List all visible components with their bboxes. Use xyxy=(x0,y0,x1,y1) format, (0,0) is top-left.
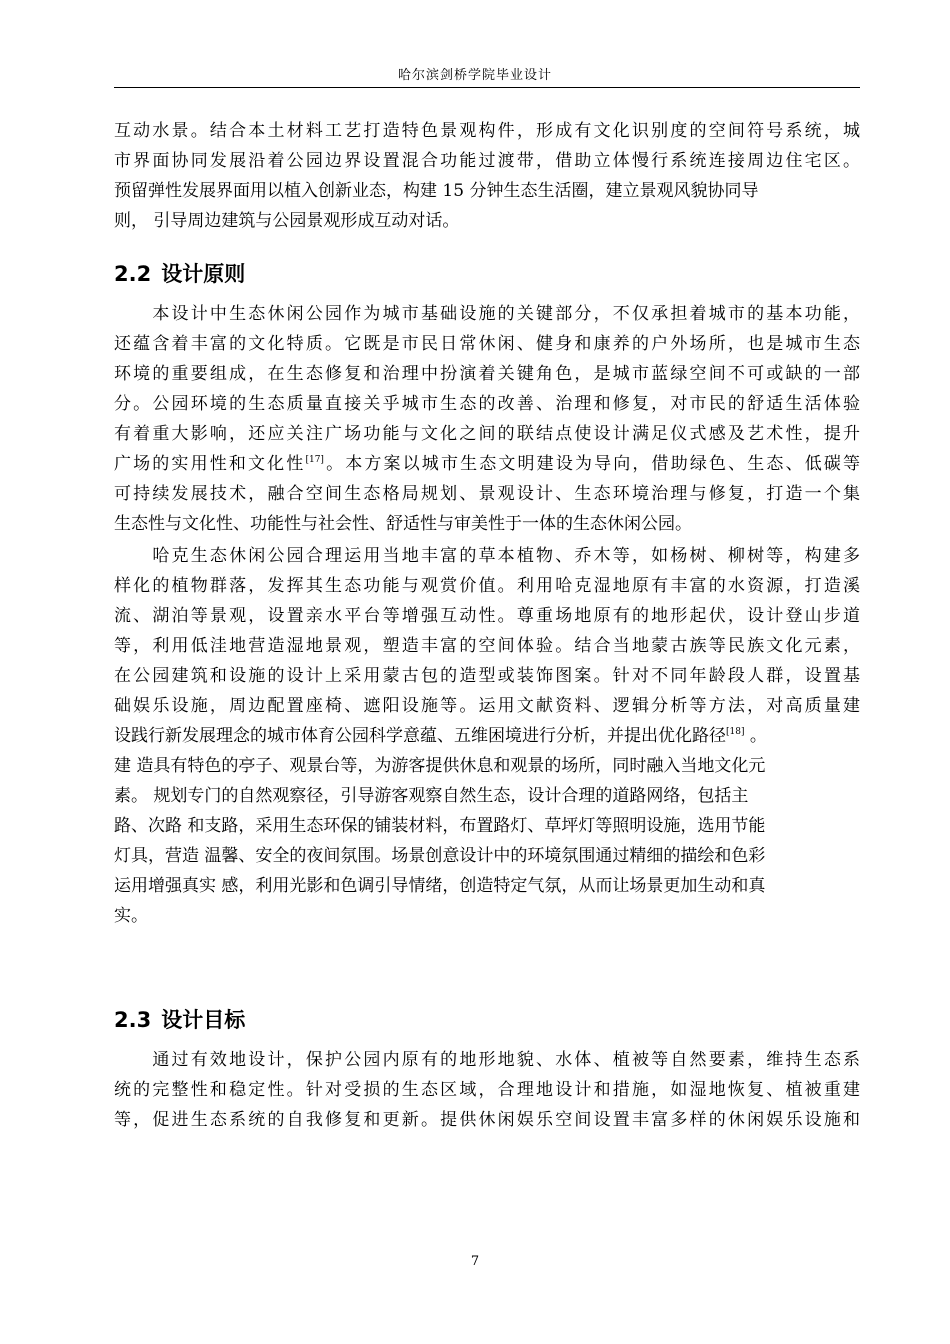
text-line: 础娱乐设施，周边配置座椅、遮阳设施等。运用文献资料、逻辑分析等方法，对高质量建 xyxy=(114,696,860,716)
text-fragment: 。 xyxy=(744,726,767,746)
text-line: 可持续发展技术，融合空间生态格局规划、景观设计、生态环境治理与修复，打造一个集 xyxy=(114,484,860,504)
text-fragment: 广场的实用性和文化性 xyxy=(114,454,306,474)
section-number: 2.3 xyxy=(114,1008,152,1032)
intro-paragraph xyxy=(114,116,860,236)
text-line-with-citation xyxy=(114,721,860,751)
section-heading-2-2 xyxy=(114,258,245,288)
text-line: 路、次路 和支路，采用生态环保的铺装材料，布置路灯、草坪灯等照明设施，选用节能 xyxy=(114,816,766,836)
citation-ref: [18] xyxy=(726,727,745,737)
text-line: 等，利用低洼地营造湿地景观，塑造丰富的空间体验。结合当地蒙古族等民族文化元素， xyxy=(114,636,860,656)
section-heading-2-3 xyxy=(114,1004,245,1034)
text-line: 实。 xyxy=(114,906,148,926)
text-fragment: 。本方案以城市生态文明建设为导向，借助绿色、生态、低碳等 xyxy=(323,454,860,474)
running-header: 哈尔滨剑桥学院毕业设计 xyxy=(397,68,552,83)
section-title: 设计原则 xyxy=(161,262,246,286)
page-number: 7 xyxy=(470,1254,480,1269)
text-line: 分。公园环境的生态质量直接关乎城市生态的改善、治理和修复，对市民的舒适生活体验 xyxy=(114,394,860,414)
text-line: 灯具，营造 温馨、安全的夜间氛围。场景创意设计中的环境氛围通过精细的描绘和色彩 xyxy=(114,846,766,866)
text-line-with-citation xyxy=(114,449,860,479)
text-line: 流、湖泊等景观，设置亲水平台等增强互动性。尊重场地原有的地形起伏，设计登山步道 xyxy=(114,606,860,626)
citation-ref: [17] xyxy=(305,455,324,465)
section-number: 2.2 xyxy=(114,262,152,286)
text-line: 还蕴含着丰富的文化特质。它既是市民日常休闲、健身和康养的户外场所，也是城市生态 xyxy=(114,334,860,354)
text-line: 哈克生态休闲公园合理运用当地丰富的草本植物、乔木等，如杨树、柳树等，构建多 xyxy=(114,546,860,566)
text-line: 在公园建筑和设施的设计上采用蒙古包的造型或装饰图案。针对不同年龄段人群，设置基 xyxy=(114,666,860,686)
text-line: 预留弹性发展界面用以植入创新业态，构建 15 分钟生态生活圈，建立景观风貌协同导 xyxy=(114,181,759,201)
header-rule xyxy=(114,87,860,88)
text-line: 运用增强真实 感，利用光影和色调引导情绪，创造特定气氛，从而让场景更加生动和真 xyxy=(114,876,766,896)
text-line: 有着重大影响，还应关注广场功能与文化之间的联结点使设计满足仪式感及艺术性，提升 xyxy=(114,424,860,444)
text-line: 建 造具有特色的亭子、观景台等，为游客提供休息和观景的场所，同时融入当地文化元 xyxy=(114,756,766,776)
text-line: 等，促进生态系统的自我修复和更新。提供休闲娱乐空间设置丰富多样的休闲娱乐设施和 xyxy=(114,1110,860,1130)
text-line: 统的完整性和稳定性。针对受损的生态区域，合理地设计和措施，如湿地恢复、植被重建 xyxy=(114,1080,860,1100)
text-line: 市界面协同发展沿着公园边界设置混合功能过渡带，借助立体慢行系统连接周边住宅区。 xyxy=(114,151,860,171)
section-2-2-paragraph-1 xyxy=(114,299,860,539)
text-line: 通过有效地设计，保护公园内原有的地形地貌、水体、植被等自然要素，维持生态系 xyxy=(114,1050,860,1070)
section-2-2-paragraph-2 xyxy=(114,541,860,931)
section-title: 设计目标 xyxy=(161,1008,246,1032)
text-line: 素。 规划专门的自然观察径，引导游客观察自然生态，设计合理的道路网络，包括主 xyxy=(114,786,749,806)
text-fragment: 设践行新发展理念的城市体育公园科学意蕴、五维困境进行分析，并提出优化路径 xyxy=(114,726,726,746)
section-2-3-paragraph-1 xyxy=(114,1045,860,1135)
text-line: 互动水景。结合本土材料工艺打造特色景观构件，形成有文化识别度的空间符号系统，城 xyxy=(114,121,860,141)
text-line: 生态性与文化性、功能性与社会性、舒适性与审美性于一体的生态休闲公园。 xyxy=(114,514,692,534)
text-line: 则， 引导周边建筑与公园景观形成互动对话。 xyxy=(114,211,460,231)
text-line: 环境的重要组成，在生态修复和治理中扮演着关键角色，是城市蓝绿空间不可或缺的一部 xyxy=(114,364,860,384)
text-line: 本设计中生态休闲公园作为城市基础设施的关键部分，不仅承担着城市的基本功能， xyxy=(114,304,860,324)
text-line: 样化的植物群落，发挥其生态功能与观赏价值。利用哈克湿地原有丰富的水资源，打造溪 xyxy=(114,576,860,596)
